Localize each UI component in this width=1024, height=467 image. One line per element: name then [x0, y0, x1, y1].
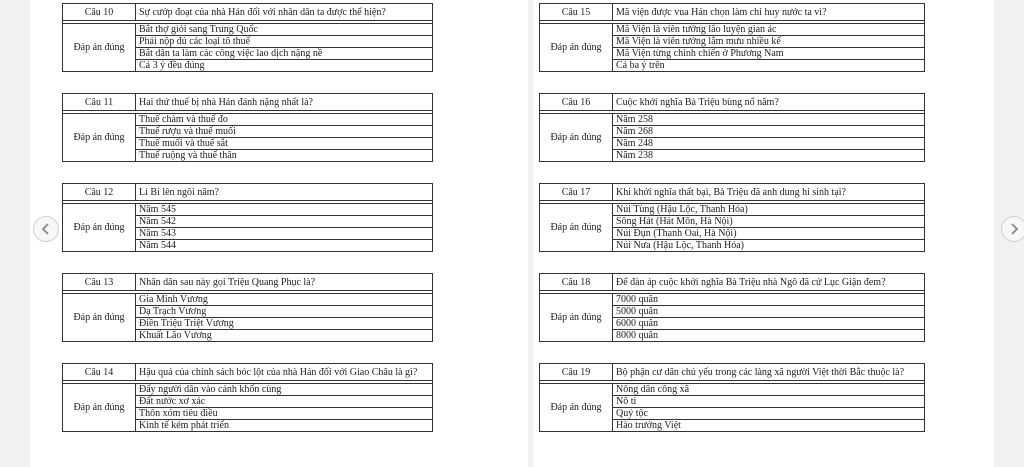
- answer-option: Thôn xóm tiêu điều: [136, 408, 433, 420]
- question-text: Bộ phận cư dân chủ yếu trong các làng xã người Việt thời Bắc thuộc là?: [613, 364, 925, 381]
- question-text: Cuộc khởi nghĩa Bà Triệu bùng nổ năm?: [613, 94, 925, 111]
- question-number: Câu 19: [540, 364, 613, 381]
- question-table: [62, 183, 433, 252]
- answer-option: Năm 543: [136, 228, 433, 240]
- question-table: [539, 273, 925, 342]
- answer-option: Nô tì: [613, 396, 925, 408]
- chevron-left-icon: [40, 223, 52, 235]
- answer-option: Gia Minh Vương: [136, 294, 433, 306]
- answer-option: Dạ Trạch Vương: [136, 306, 433, 318]
- answer-option: Năm 258: [613, 114, 925, 126]
- answer-option: Bắt dân ta làm các công việc lao dịch nặng nề: [136, 48, 433, 60]
- question-text: Mã viện được vua Hán chọn làm chỉ huy nước ta vì?: [613, 4, 925, 21]
- answer-option: Núi Tùng (Hậu Lộc, Thanh Hóa): [613, 204, 925, 216]
- question-number: Câu 13: [63, 274, 136, 291]
- answer-option: Cả 3 ý đều đúng: [136, 60, 433, 72]
- question-text: Lí Bí lên ngôi năm?: [136, 184, 433, 201]
- answer-label: Đáp án đúng: [63, 24, 136, 72]
- answer-option: Năm 542: [136, 216, 433, 228]
- answer-option: Mã Viện là viên tướng lão luyện gian ác: [613, 24, 925, 36]
- question-table: [62, 273, 433, 342]
- question-number: Câu 12: [63, 184, 136, 201]
- answer-option: Khuất Lão Vương: [136, 330, 433, 342]
- answer-option: Sông Hát (Hát Môn, Hà Nội): [613, 216, 925, 228]
- question-number: Câu 10: [63, 4, 136, 21]
- answer-option: Năm 248: [613, 138, 925, 150]
- answer-label: Đáp án đúng: [540, 204, 613, 252]
- question-number: Câu 11: [63, 94, 136, 111]
- answer-option: Năm 238: [613, 150, 925, 162]
- answer-label: Đáp án đúng: [540, 24, 613, 72]
- answer-option: Thuế chàm và thuế đo: [136, 114, 433, 126]
- previous-page-button[interactable]: [33, 216, 59, 242]
- chevron-right-icon: [1008, 223, 1020, 235]
- answer-option: 6000 quân: [613, 318, 925, 330]
- answer-option: Thuế rượu và thuế muối: [136, 126, 433, 138]
- answer-label: Đáp án đúng: [540, 294, 613, 342]
- question-text: Khi khởi nghĩa thất bại, Bà Triệu đã anh dung hi sinh tại?: [613, 184, 925, 201]
- answer-option: Đất nước xơ xác: [136, 396, 433, 408]
- question-table: [539, 363, 925, 432]
- question-text: Sự cướp đoạt của nhà Hán đối với nhân dân ta được thể hiện?: [136, 4, 433, 21]
- answer-label: Đáp án đúng: [63, 294, 136, 342]
- question-number: Câu 16: [540, 94, 613, 111]
- question-number: Câu 15: [540, 4, 613, 21]
- answer-option: Núi Nưa (Hậu Lộc, Thanh Hóa): [613, 240, 925, 252]
- answer-label: Đáp án đúng: [63, 384, 136, 432]
- answer-option: Mã Viện là viên tướng lắm mưu nhiều kế: [613, 36, 925, 48]
- question-text: Để đàn áp cuộc khởi nghĩa Bà Triệu nhà Ngô đã cử Lục Giận đem?: [613, 274, 925, 291]
- answer-option: Năm 545: [136, 204, 433, 216]
- answer-option: Nông dân công xã: [613, 384, 925, 396]
- answer-option: Đẩy người dân vào cảnh khốn cùng: [136, 384, 433, 396]
- answer-option: 7000 quân: [613, 294, 925, 306]
- next-page-button[interactable]: [1001, 216, 1024, 242]
- question-table: [539, 183, 925, 252]
- question-table: [62, 93, 433, 162]
- question-text: Hai thứ thuế bị nhà Hán đánh nặng nhất là?: [136, 94, 433, 111]
- answer-option: Mã Viện từng chinh chiến ở Phương Nam: [613, 48, 925, 60]
- answer-label: Đáp án đúng: [63, 114, 136, 162]
- question-number: Câu 18: [540, 274, 613, 291]
- question-table: [539, 3, 925, 72]
- question-text: Nhân dân sau này gọi Triệu Quang Phục là?: [136, 274, 433, 291]
- question-number: Câu 17: [540, 184, 613, 201]
- question-text: Hậu quả của chính sách bóc lột của nhà Hán đối với Giao Châu là gì?: [136, 364, 433, 381]
- answer-label: Đáp án đúng: [63, 204, 136, 252]
- answer-option: Thuế muối và thuế sắt: [136, 138, 433, 150]
- question-table: [62, 363, 433, 432]
- answer-option: Thuế ruộng và thuế thân: [136, 150, 433, 162]
- answer-option: Quý tộc: [613, 408, 925, 420]
- answer-label: Đáp án đúng: [540, 384, 613, 432]
- answer-option: Bắt thợ giỏi sang Trung Quốc: [136, 24, 433, 36]
- answer-option: Phải nộp đủ các loại tô thuế: [136, 36, 433, 48]
- answer-option: Năm 544: [136, 240, 433, 252]
- question-table: [62, 3, 433, 72]
- answer-label: Đáp án đúng: [540, 114, 613, 162]
- answer-option: Năm 268: [613, 126, 925, 138]
- answer-option: 5000 quân: [613, 306, 925, 318]
- answer-option: Núi Đụn (Thanh Oai, Hà Nội): [613, 228, 925, 240]
- answer-option: 8000 quân: [613, 330, 925, 342]
- question-table: [539, 93, 925, 162]
- answer-option: Hào trưởng Việt: [613, 420, 925, 432]
- answer-option: Kinh tế kém phát triển: [136, 420, 433, 432]
- answer-option: Điền Triệu Triệt Vương: [136, 318, 433, 330]
- question-number: Câu 14: [63, 364, 136, 381]
- answer-option: Cả ba ý trên: [613, 60, 925, 72]
